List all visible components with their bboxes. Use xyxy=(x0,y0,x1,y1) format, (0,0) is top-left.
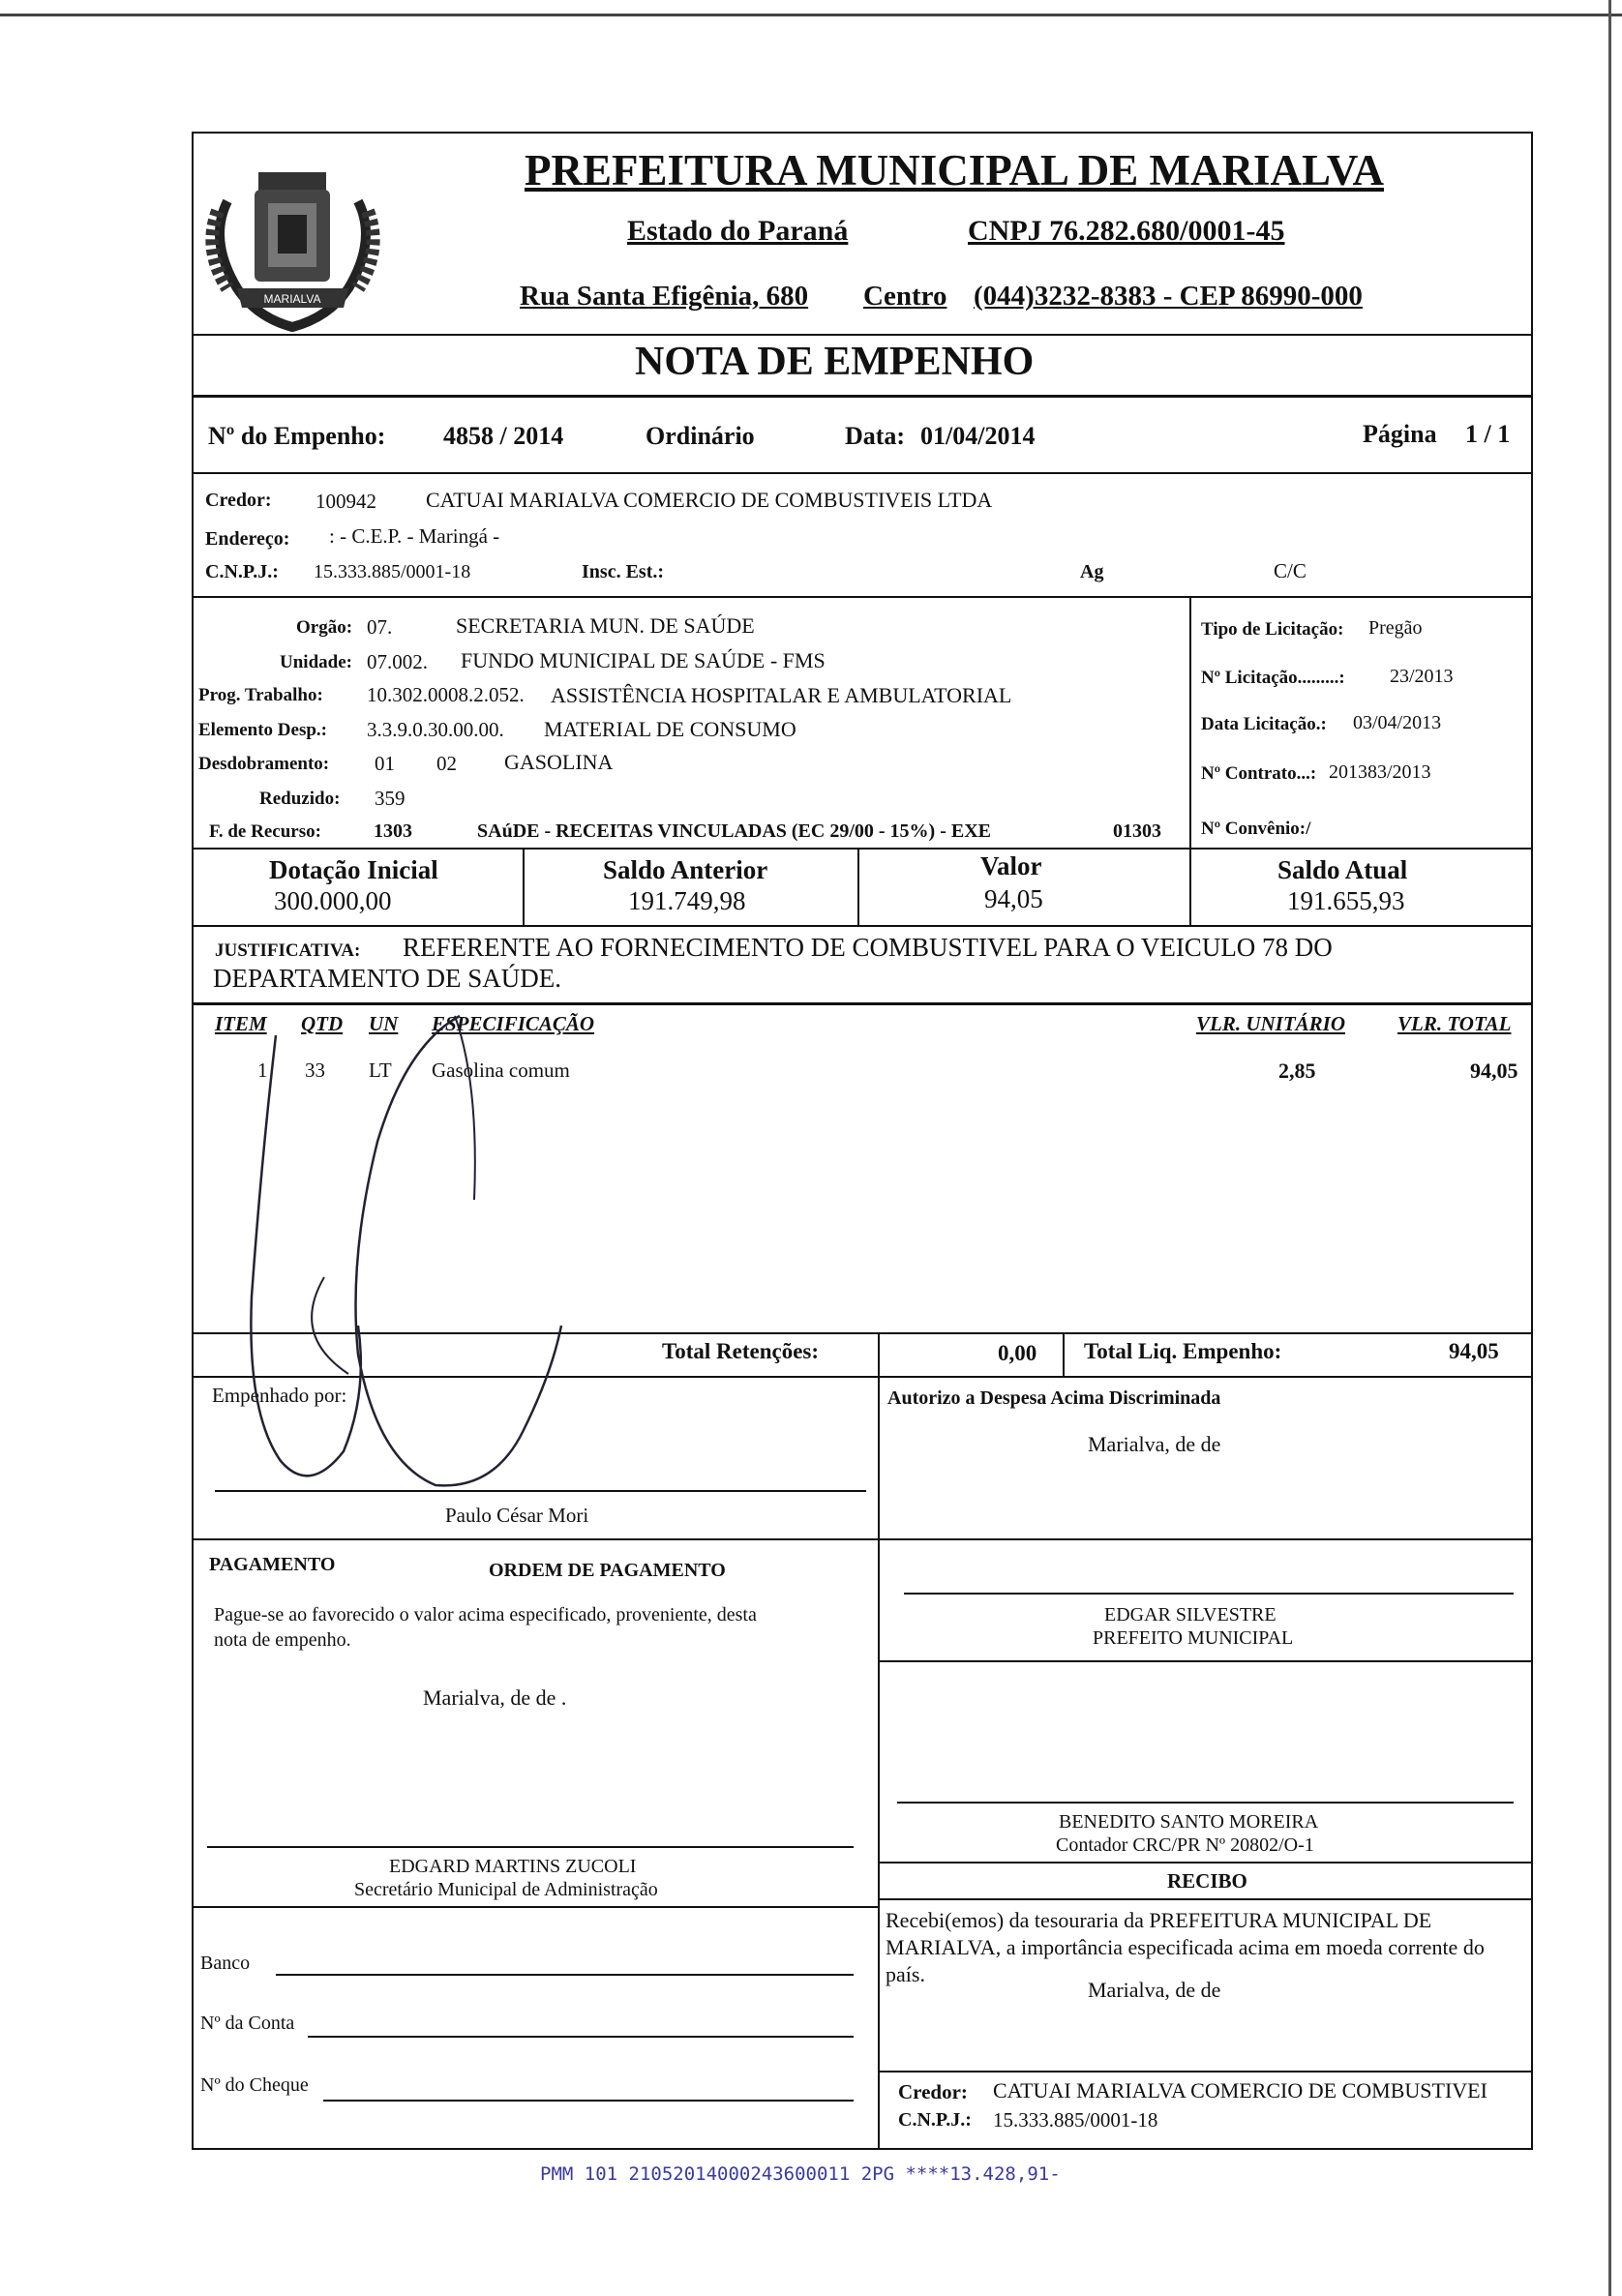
empenho-date: 01/04/2014 xyxy=(920,422,1036,450)
header-district: Centro xyxy=(863,281,947,312)
row-desc: Gasolina comum xyxy=(432,1059,570,1082)
convenio-label: Nº Convênio:/ xyxy=(1201,819,1311,839)
saldo-anterior-label: Saldo Anterior xyxy=(603,855,768,884)
reduzido-label: Reduzido: xyxy=(259,789,341,809)
orgao-name: SECRETARIA MUN. DE SAÚDE xyxy=(456,613,755,638)
bank-stamp: PMM 101 21052014000243600011 2PG ****13.428,91- xyxy=(540,2163,1061,2185)
empenho-date-label: Data: xyxy=(845,422,906,450)
autorizo-label: Autorizo a Despesa Acima Discriminada xyxy=(887,1387,1221,1409)
licitacao-type-label: Tipo de Licitação: xyxy=(1201,619,1344,640)
divider xyxy=(1063,1334,1065,1377)
banco-label: Banco xyxy=(200,1953,251,1974)
header-cnpj: CNPJ 76.282.680/0001-45 xyxy=(968,215,1285,247)
secretario-name: EDGARD MARTINS ZUCOLI xyxy=(389,1856,637,1877)
cheque-label: Nº do Cheque xyxy=(200,2074,309,2096)
contador-role: Contador CRC/PR Nº 20802/O-1 xyxy=(1056,1834,1314,1856)
justificativa-text-2: DEPARTAMENTO DE SAÚDE. xyxy=(213,964,561,993)
empenho-number-label: Nº do Empenho: xyxy=(208,422,386,450)
row-item: 1 xyxy=(257,1059,268,1082)
signature-line xyxy=(897,1802,1514,1804)
scan-right-edge xyxy=(1608,0,1611,2296)
signature-line xyxy=(904,1593,1514,1595)
orgao-code: 07. xyxy=(367,615,393,639)
conta-label: Nº da Conta xyxy=(200,2013,295,2034)
pagamento-text-2: nota de empenho. xyxy=(214,1629,351,1651)
divider xyxy=(880,1898,1533,1900)
program-name: ASSISTÊNCIA HOSPITALAR E AMBULATORIAL xyxy=(551,683,1012,707)
recurso-name: SAúDE - RECEITAS VINCULADAS (EC 29/00 - 15%) - EXE xyxy=(477,820,991,842)
justificativa-label: JUSTIFICATIVA: xyxy=(215,940,361,961)
retencoes-value: 0,00 xyxy=(998,1341,1037,1365)
divider xyxy=(880,1862,1533,1864)
autorizo-date-line: Marialva, de de xyxy=(1088,1432,1221,1456)
divider xyxy=(857,850,859,925)
col-qtd: QTD xyxy=(301,1012,344,1035)
retencoes-label: Total Retenções: xyxy=(662,1339,820,1363)
account-label: C/C xyxy=(1274,559,1307,582)
col-especificacao: ESPECIFICAÇÃO xyxy=(432,1012,595,1035)
agency-label: Ag xyxy=(1080,561,1104,582)
crest-banner-text: MARIALVA xyxy=(263,292,321,306)
licitacao-date-label: Data Licitação.: xyxy=(1201,714,1327,734)
saldo-anterior-value: 191.749,98 xyxy=(628,886,746,915)
page-label: Página xyxy=(1363,420,1437,448)
secretario-role: Secretário Municipal de Administração xyxy=(354,1879,658,1900)
desdobramento-b: 02 xyxy=(436,752,457,775)
credor-name: CATUAI MARIALVA COMERCIO DE COMBUSTIVEIS LTDA xyxy=(426,488,993,512)
liq-empenho-label: Total Liq. Empenho: xyxy=(1084,1339,1282,1363)
empenhado-signer: Paulo César Mori xyxy=(445,1504,589,1527)
signature-line xyxy=(207,1846,854,1848)
recibo-text-1: Recebi(emos) da tesouraria da PREFEITURA MUNICIPAL DE xyxy=(886,1908,1432,1932)
unidade-name: FUNDO MUNICIPAL DE SAÚDE - FMS xyxy=(461,648,826,672)
credor-code: 100942 xyxy=(315,490,376,513)
col-vlr-unitario: VLR. UNITÁRIO xyxy=(1196,1012,1346,1035)
saldo-atual-value: 191.655,93 xyxy=(1287,886,1405,915)
divider xyxy=(192,395,1533,398)
recibo-cnpj-value: 15.333.885/0001-18 xyxy=(993,2108,1158,2132)
row-qtd: 33 xyxy=(305,1059,325,1082)
divider xyxy=(192,472,1533,474)
divider xyxy=(192,1906,880,1908)
dotacao-label: Dotação Inicial xyxy=(269,855,438,884)
licitacao-date-value: 03/04/2013 xyxy=(1353,712,1442,733)
contrato-value: 201383/2013 xyxy=(1329,761,1431,783)
divider xyxy=(192,925,1533,927)
row-total-value: 94,05 xyxy=(1470,1059,1518,1083)
divider xyxy=(880,2071,1533,2072)
col-item: ITEM xyxy=(215,1012,267,1035)
divider xyxy=(523,850,525,925)
page-title: PREFEITURA MUNICIPAL DE MARIALVA xyxy=(525,146,1385,194)
empenhado-label: Empenhado por: xyxy=(212,1384,347,1407)
col-un: UN xyxy=(369,1012,399,1035)
desdobramento-label: Desdobramento: xyxy=(198,754,330,774)
divider xyxy=(878,1540,880,2150)
row-unit-value: 2,85 xyxy=(1278,1059,1316,1083)
orgao-label: Orgão: xyxy=(296,617,353,638)
ordem-pagamento-label: ORDEM DE PAGAMENTO xyxy=(489,1560,726,1581)
insc-est-label: Insc. Est.: xyxy=(582,561,665,582)
liq-empenho-value: 94,05 xyxy=(1449,1339,1499,1363)
prefeito-name: EDGAR SILVESTRE xyxy=(1104,1604,1277,1625)
handwritten-signature xyxy=(232,1006,697,1509)
row-un: LT xyxy=(369,1059,392,1082)
valor-label: Valor xyxy=(980,851,1042,880)
empenho-number: 4858 / 2014 xyxy=(443,422,564,450)
valor-value: 94,05 xyxy=(984,884,1043,913)
licitacao-number-label: Nº Licitação.........: xyxy=(1201,668,1345,688)
conta-field[interactable] xyxy=(308,2036,854,2038)
recibo-credor-value: CATUAI MARIALVA COMERCIO DE COMBUSTIVEI xyxy=(993,2078,1487,2102)
doc-title: NOTA DE EMPENHO xyxy=(635,340,1035,384)
program-code: 10.302.0008.2.052. xyxy=(367,683,525,706)
divider xyxy=(192,334,1533,336)
address-value: : - C.E.P. - Maringá - xyxy=(329,524,500,548)
divider xyxy=(1189,598,1191,850)
desdobramento-a: 01 xyxy=(375,752,395,775)
header-street: Rua Santa Efigênia, 680 xyxy=(520,281,809,312)
divider xyxy=(192,596,1533,598)
desdobramento-name: GASOLINA xyxy=(504,750,614,774)
pagamento-date-line: Marialva, de de . xyxy=(423,1685,567,1710)
scan-top-edge xyxy=(0,14,1622,16)
recibo-date-line: Marialva, de de xyxy=(1088,1978,1221,2002)
banco-field[interactable] xyxy=(276,1974,854,1976)
col-vlr-total: VLR. TOTAL xyxy=(1397,1012,1512,1035)
cnpj-value: 15.333.885/0001-18 xyxy=(314,561,471,582)
recibo-text-2: MARIALVA, a importância especificada acima em moeda corrente do xyxy=(886,1935,1485,1959)
divider xyxy=(878,1378,880,1540)
contador-name: BENEDITO SANTO MOREIRA xyxy=(1059,1811,1319,1833)
element-code: 3.3.9.0.30.00.00. xyxy=(367,718,504,741)
divider xyxy=(1189,850,1191,925)
cnpj-label: C.N.P.J.: xyxy=(205,561,279,582)
address-label: Endereço: xyxy=(205,528,290,550)
cheque-field[interactable] xyxy=(323,2100,854,2102)
dotacao-value: 300.000,00 xyxy=(274,886,392,915)
pagamento-text-1: Pague-se ao favorecido o valor acima especificado, proveniente, desta xyxy=(214,1604,757,1625)
prefeito-role: PREFEITO MUNICIPAL xyxy=(1093,1627,1294,1649)
divider xyxy=(192,1002,1533,1005)
pagamento-label: PAGAMENTO xyxy=(209,1554,336,1575)
empenho-type: Ordinário xyxy=(646,422,755,450)
unidade-code: 07.002. xyxy=(367,650,428,673)
licitacao-number-value: 23/2013 xyxy=(1390,666,1454,687)
unidade-label: Unidade: xyxy=(280,652,352,672)
divider xyxy=(878,1334,880,1377)
justificativa-text-1: REFERENTE AO FORNECIMENTO DE COMBUSTIVEL PARA O VEICULO 78 DO xyxy=(403,933,1333,962)
reduzido-value: 359 xyxy=(375,787,406,810)
divider xyxy=(192,848,1533,850)
element-label: Elemento Desp.: xyxy=(198,720,327,740)
divider xyxy=(192,1538,1533,1540)
divider xyxy=(880,1660,1533,1662)
recurso-label: F. de Recurso: xyxy=(209,821,321,842)
licitacao-type-value: Pregão xyxy=(1368,617,1423,639)
element-name: MATERIAL DE CONSUMO xyxy=(544,717,796,741)
recibo-cnpj-label: C.N.P.J.: xyxy=(898,2109,972,2131)
municipal-crest-icon xyxy=(198,143,387,337)
header-phone-cep: (044)3232-8383 - CEP 86990-000 xyxy=(974,281,1363,312)
recibo-credor-label: Credor: xyxy=(898,2080,968,2103)
recurso-code: 1303 xyxy=(374,820,412,842)
recibo-title: RECIBO xyxy=(1167,1869,1247,1893)
credor-label: Credor: xyxy=(205,490,272,511)
page-number: 1 / 1 xyxy=(1465,420,1511,448)
recurso-code-2: 01303 xyxy=(1113,820,1161,842)
state-name: Estado do Paraná xyxy=(627,215,849,247)
contrato-label: Nº Contrato...: xyxy=(1201,763,1317,784)
recibo-text-3: país. xyxy=(886,1962,925,1986)
saldo-atual-label: Saldo Atual xyxy=(1277,855,1408,884)
program-label: Prog. Trabalho: xyxy=(198,685,323,705)
